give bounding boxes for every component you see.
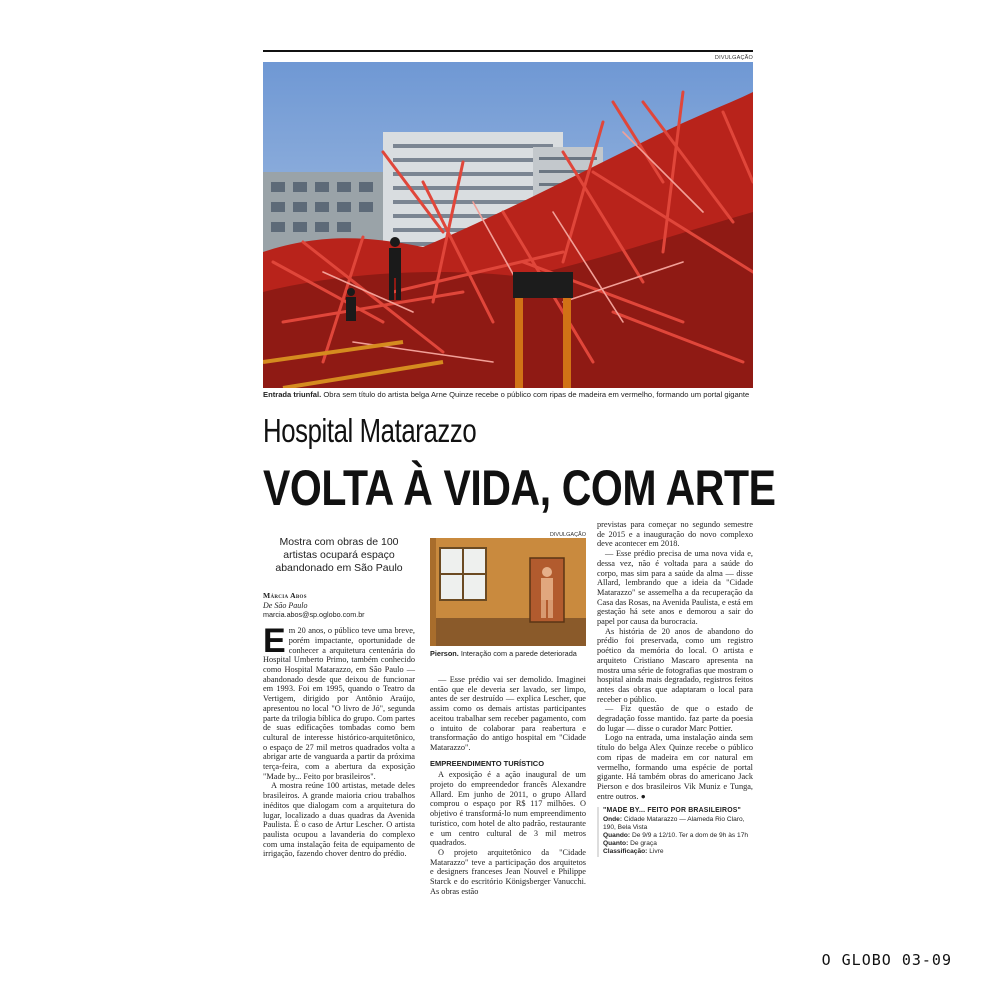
caption2-text: Interação com a parede deteriorada — [458, 649, 577, 658]
info-value: De 9/9 a 12/10. Ter a dom de 9h às 17h — [630, 832, 749, 839]
secondary-photo-caption — [430, 649, 586, 659]
column-1 — [263, 532, 415, 859]
caption2-lead: Pierson. — [430, 649, 459, 658]
info-onde — [603, 816, 753, 832]
headline: VOLTA À VIDA, COM ARTE — [263, 460, 776, 516]
deck: Mostra com obras de 100 artistas ocupará espaço abandonado em São Paulo — [275, 536, 403, 574]
paragraph: — Esse prédio precisa de uma nova vida e, dessa vez, não é voltada para a saúde do corpo, mas sim para a saúde da alma — disse Allard, lembrando que a ideia da "Cidade Matarazzo" se assemelha a da recuperação da Casa das Rosas, na Avenida Paulista, e está em gestação há sete anos e demorou a sair do papel por causa da burocracia. — [597, 549, 753, 627]
byline-place: De São Paulo — [263, 600, 308, 610]
installation-photo-illustration — [263, 62, 753, 388]
photo-credit: DIVULGAÇÃO — [714, 55, 753, 61]
byline-email: marcia.abos@sp.oglobo.com.br — [263, 610, 365, 620]
paragraph: A mostra reúne 100 artistas, metade deles brasileiros. A grande maioria criou trabalhos inéditos que dialogam com a arquitetura do lugar, localizado a duas quadras da Avenida Paulista. É o caso de Artur Lescher. O artista paulista ocupou a lavanderia do complexo com uma instalação feita de equipamento de irrigação, fazendo chover dentro do prédio. — [263, 781, 415, 859]
info-label: Quanto: — [603, 840, 629, 848]
paragraph: A exposição é a ação inaugural de um projeto do empreendedor francês Alexandre Allard. Em junho de 2011, o grupo Allard comprou o espaço por R$ 117 milhões. O objetivo é transformá-lo num empreendimento turístico, com hotel de alto padrão, restaurante e um centro cultural de 3 mil metros quadrados. — [430, 770, 586, 848]
byline-name: Márcia Abos — [263, 591, 307, 600]
info-value: Livre — [647, 848, 664, 856]
secondary-photo — [430, 538, 586, 646]
room-photo-illustration — [430, 538, 586, 646]
subhead: EMPREENDIMENTO TURÍSTICO — [430, 758, 545, 768]
page-footer-label: O GLOBO 03-09 — [821, 951, 952, 969]
newspaper-page — [263, 50, 776, 930]
paragraph: — Fiz questão de que o estado de degradação fosse mantido. faz parte da poesia do lugar — disse o curador Marc Pottier. — [597, 704, 753, 733]
lead-photo-caption — [263, 390, 753, 400]
info-value: Cidade Matarazzo — Alameda Rio Claro, 190, Bela Vista — [603, 815, 745, 831]
paragraph: O projeto arquitetônico da "Cidade Matarazzo" teve a participação dos arquitetos e designers franceses Jean Nouvel e Philippe Starck e do escritório Königsberger Vanucchi. As obras estão — [430, 847, 586, 896]
paragraph: — Esse prédio vai ser demolido. Imaginei então que ele deveria ser lavado, ser limpo, antes de ser destruído — explica Lescher, que assim como os demais artistas participantes aceitou trabalhar sem receber pagamento, com o intuito de colaborar para reabertura e transformação do antigo hospital em "Cidade Matarazzo". — [430, 675, 586, 752]
info-classificacao — [603, 848, 753, 856]
kicker: Hospital Matarazzo — [263, 412, 477, 449]
top-rule — [263, 50, 753, 52]
lead-photo — [263, 62, 753, 388]
info-label: Classificação: — [603, 848, 648, 856]
info-label: Onde: — [603, 815, 623, 823]
dropcap: E — [263, 622, 286, 661]
paragraph — [597, 733, 753, 801]
paragraph: previstas para começar no segundo semestre de 2015 e a inauguração do novo complexo deve acontecer em 2018. — [597, 520, 753, 549]
paragraph: m 20 anos, o público teve uma breve, porém impactante, oportunidade de conhecer a arquitetura centenária do Hospital Umberto Primo, também conhecido como Hospital Matarazzo, em São Paulo — abandonado desde que deixou de funcionar em 1993. Foi em 1995, quando o Teatro da Vertigem, dirigido por Antônio Araújo, apresentou no local "O livro de Jó", segunda parte da trilogia bíblica do grupo. Com partes de suas edificações tombadas como bem cultural de interesse histórico-arquitetônico, o espaço de 27 mil metros quadrados volta a abrigar arte de vanguarda a partir da próxima terça-feira, com a abertura da exposição "Made by... Feito por brasileiros". — [263, 626, 415, 781]
column-3 — [597, 520, 753, 857]
info-value: De graça — [628, 840, 657, 848]
info-label: Quando: — [603, 832, 631, 839]
paragraph-text: Logo na entrada, uma instalação ainda sem título do belga Alex Quinze recebe o público com ripas de madeira em cor natural em vermelho, formando uma espécie de portal gigante. Há também obras do americano Jack Pierson e dos brasileiros Vik Muniz e Tunga, entre outros. — [597, 733, 753, 801]
caption-text: Obra sem título do artista belga Arne Quinze recebe o público com ripas de madeira em vermelho, formando um portal gigante — [321, 390, 750, 399]
info-box-title: "MADE BY... FEITO POR BRASILEIROS" — [603, 807, 742, 815]
paragraph: As história de 20 anos de abandono do prédio foi preservada, como um registro poético da memória do local. O artista e arquiteto Cristiano Mascaro apresenta na mostra uma série de fotografias que mostram o hospital ainda mais degradado, registros feitos antes das obras que adaptaram o local para receber o público. — [597, 626, 753, 704]
info-box — [597, 807, 753, 856]
photo2-credit: DIVULGAÇÃO — [549, 532, 586, 538]
info-quando — [603, 832, 753, 840]
column-2 — [430, 532, 586, 896]
info-quanto — [603, 840, 753, 848]
lead-paragraph — [263, 622, 415, 781]
caption-lead: Entrada triunfal. — [263, 390, 322, 399]
end-mark-icon: ● — [640, 791, 646, 801]
